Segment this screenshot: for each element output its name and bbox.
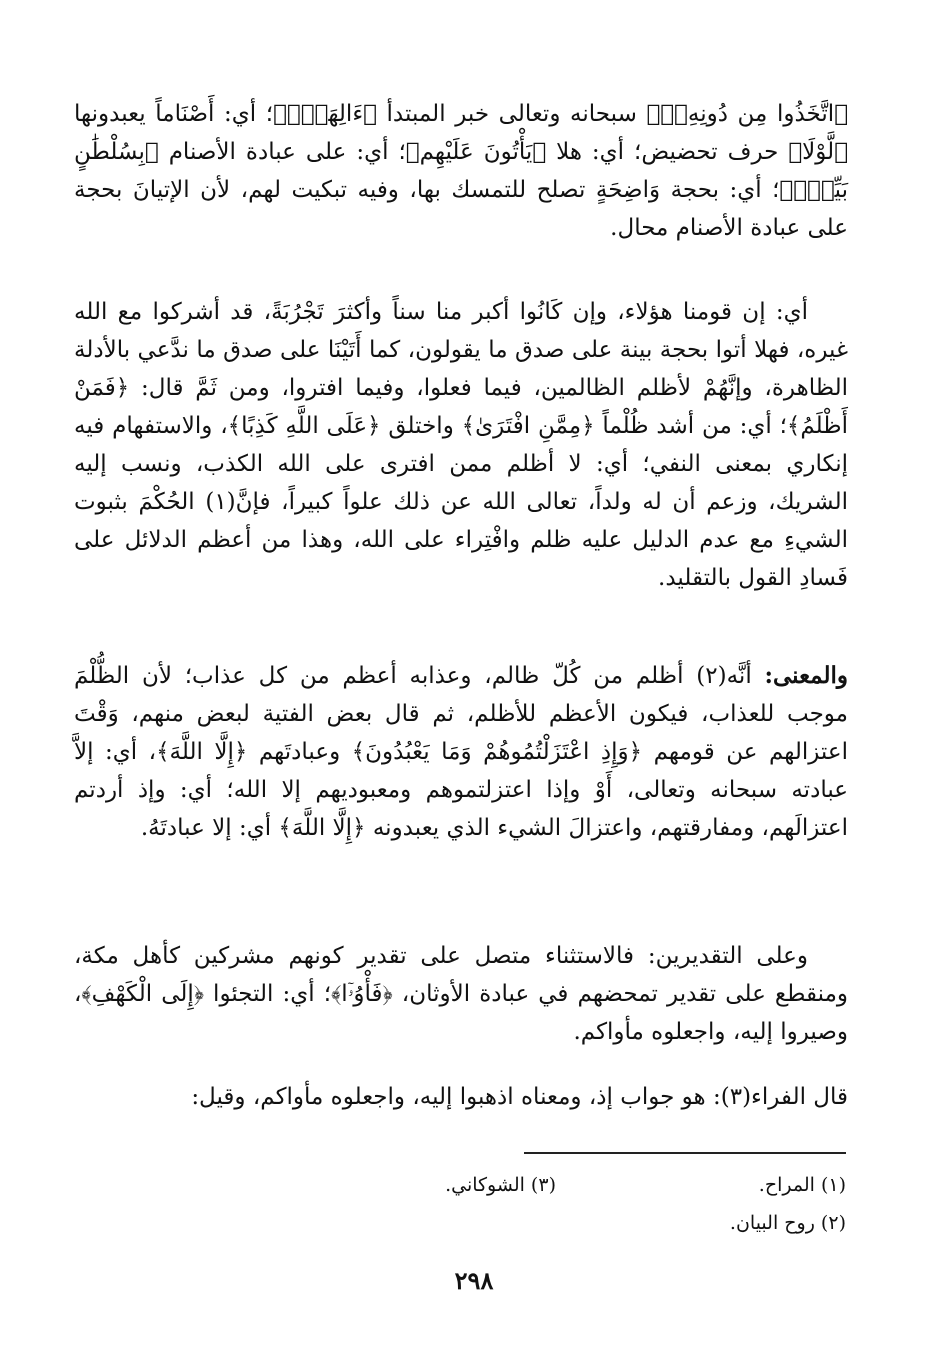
footnote-3: (٣) الشوكاني. bbox=[445, 1174, 556, 1196]
footnote-2: (٢) روح البيان. bbox=[729, 1212, 846, 1234]
paragraph-1: ﴿اتَّخَذُوا مِن دُونِهِۦٓ﴾ سبحانه وتعالى خبر المبتدأ ﴿ءَالِهَةًۖ﴾؛ أي: أَصْنَاماً يعبدونها ﴿لَّوْلَا﴾ حرف تحضيض؛ أي: هلا ﴿يَأْتُونَ عَلَيْهِم﴾؛ أي: على عبادة الأصنام ﴿بِسُلْطَٰنٍ بَيِّنٍۖ﴾؛ أي: بحجة وَاضِحَةٍ تصلح للتمسك بها، وفيه تبكيت لهم، لأن الإتيانَ بحجة على عبادة الأصنام محال. bbox=[74, 101, 848, 241]
paragraph-3-body: أنَّه(٢) أظلم من كُلّ ظالم، وعذابه أعظم من كل عذاب؛ لأن الظُّلْمَ موجب للعذاب، فيكون الأعظم للأظلم، ثم قال بعض الفتية لبعض منهم، وَقْتَ اعتزالهم عن قومهم ﴿وَإِذِ اعْتَزَلْتُمُوهُمْ وَمَا يَعْبُدُونَ﴾ وعبادتَهم ﴿إِلَّا اللَّهَ﴾، أي: إلاَّ عبادته سبحانه وتعالى، أَوْ وإذا اعتزلتموهم ومعبوديهم إلا الله؛ أي: وإذ أردتم اعتزالَهم، ومفارقتهم، واعتزالَ الشيء الذي يعبدونه ﴿إِلَّا اللَّهَ﴾ أي: إلا عبادتَهُ. bbox=[74, 663, 848, 841]
footnotes bbox=[300, 1166, 846, 1242]
paragraph-2: أي: إن قومنا هؤلاء، وإن كَانُوا أكبر منا سناً وأكثرَ تَجْرُبَةً، قد أشركوا مع الله غيره، فهلا أتوا بحجة بينة على صدق ما يقولون، كما أَتَيْنَا على صدق ما ندَّعي بالأدلة الظاهرة، وإنَّهُمْ لأظلم الظالمين، فيما فعلوا، وفيما افتروا، ومن ثَمَّ قال: ﴿فَمَنْ أَظْلَمُ﴾؛ أي: من أشد ظُلْماً ﴿مِمَّنِ افْتَرَىٰ﴾ واختلق ﴿عَلَى اللَّهِ كَذِبًا﴾، والاستفهام فيه إنكاري بمعنى النفي؛ أي: لا أظلم ممن افترى على الله الكذب، ونسب إليه الشريك، وزعم أن له ولداً، تعالى الله عن ذلك علواً كبيراً، فإنَّ(١) الحُكْمَ بثبوت الشيءِ مع عدم الدليل عليه ظلم وافْتِراء على الله، وهذا من أعظم الدلائل على فَسادِ القول بالتقليد. bbox=[74, 299, 848, 591]
paragraph-5: قال الفراء(٣): هو جواب إذ، ومعناه اذهبوا إليه، واجعلوه مأواكم، وقيل: bbox=[191, 1084, 848, 1110]
meaning-heading: والمعنى: bbox=[764, 662, 848, 689]
paragraph-3 bbox=[74, 657, 848, 847]
footnote-divider bbox=[524, 1152, 846, 1154]
page-number: ٢٩٨ bbox=[454, 1266, 494, 1295]
paragraph-4: وعلى التقديرين: فالاستثناء متصل على تقدير كونهم مشركين كأهل مكة، ومنقطع على تقدير تمحضهم في عبادة الأوثان، ﴿فَأْوُۥٓا﴾؛ أي: التجئوا ﴿إِلَى الْكَهْفِ﴾، وصيروا إليه، واجعلوه مأواكم. bbox=[74, 943, 848, 1045]
footnote-1: (١) المراح. bbox=[758, 1174, 846, 1196]
footnote-row-1 bbox=[300, 1166, 846, 1204]
footnote-row-2 bbox=[300, 1204, 846, 1242]
